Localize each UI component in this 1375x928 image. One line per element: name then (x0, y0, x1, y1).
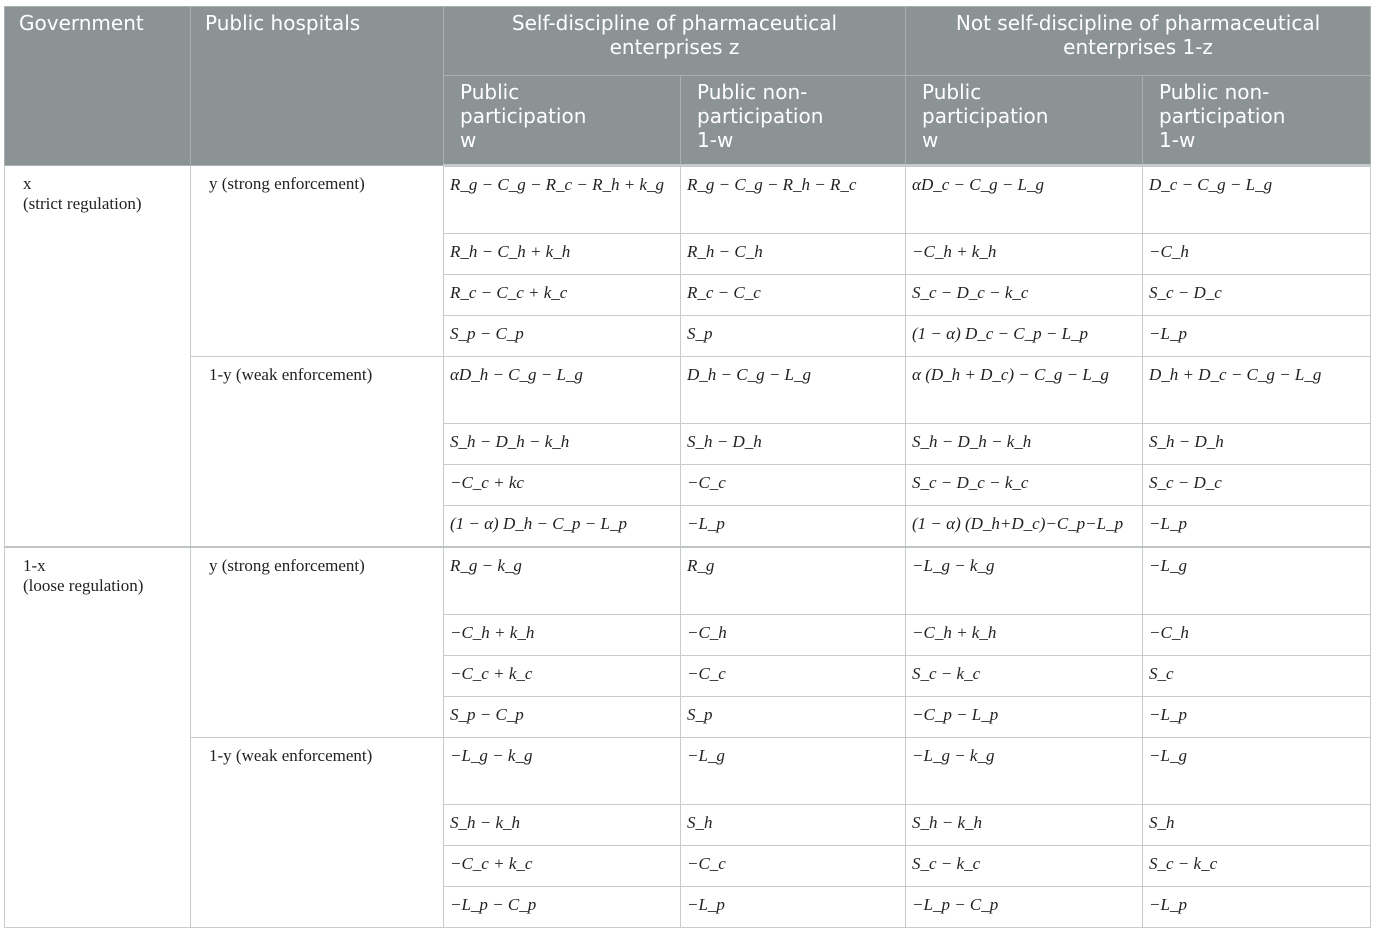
header-government: Government (5, 7, 191, 166)
payoff-cell: −L_g (1143, 738, 1371, 805)
payoff-cell: −L_p (681, 506, 906, 548)
payoff-cell: −C_h (1143, 615, 1371, 656)
hospital-strategy-label: y (strong enforcement) (191, 166, 444, 357)
payoff-cell: −C_p − L_p (906, 697, 1143, 738)
payoff-cell: −L_g (1143, 547, 1371, 615)
payoff-cell: −C_c (681, 656, 906, 697)
payoff-cell: −C_h + k_h (906, 234, 1143, 275)
payoff-cell: −L_p − C_p (906, 887, 1143, 928)
payoff-cell: R_g − C_g − R_h − R_c (681, 166, 906, 234)
table-row (5, 166, 1371, 234)
payoff-cell: −L_p (1143, 316, 1371, 357)
payoff-cell: S_c (1143, 656, 1371, 697)
payoff-matrix-table (4, 6, 1371, 928)
subheader-line: 1-w (1159, 128, 1196, 152)
payoff-cell: α (D_h + D_c) − C_g − L_g (906, 357, 1143, 424)
payoff-cell: −L_p (1143, 697, 1371, 738)
payoff-cell: S_p − C_p (444, 697, 681, 738)
subheader-public-participation (444, 76, 681, 166)
payoff-cell: S_p (681, 697, 906, 738)
hospital-strategy-label: y (strong enforcement) (191, 547, 444, 738)
subheader-line: participation (460, 104, 587, 128)
table-row (5, 547, 1371, 615)
subheader-line: Public non- (697, 80, 808, 104)
payoff-cell: S_c − D_c (1143, 465, 1371, 506)
payoff-cell: −L_g − k_g (444, 738, 681, 805)
payoff-cell: −L_p (1143, 887, 1371, 928)
payoff-cell: S_h (681, 805, 906, 846)
payoff-cell: S_h − D_h (1143, 424, 1371, 465)
payoff-cell: −C_h (681, 615, 906, 656)
payoff-cell: −C_h + k_h (906, 615, 1143, 656)
payoff-cell: −L_p (1143, 506, 1371, 548)
payoff-cell: R_g − k_g (444, 547, 681, 615)
payoff-cell: −C_c (681, 465, 906, 506)
subheader-line: Public non- (1159, 80, 1270, 104)
payoff-cell: R_g − C_g − R_c − R_h + k_g (444, 166, 681, 234)
table-row (5, 357, 1371, 424)
header-public-hospitals: Public hospitals (191, 7, 444, 166)
subheader-public-non-participation (1143, 76, 1371, 166)
government-label-line: (strict regulation) (23, 194, 142, 213)
payoff-cell: S_c − k_c (906, 846, 1143, 887)
payoff-cell: −L_g (681, 738, 906, 805)
header-not-self-discipline: Not self-discipline of pharmaceutical enterprises 1-z (906, 7, 1371, 76)
payoff-cell: −L_p − C_p (444, 887, 681, 928)
payoff-cell: S_h − D_h − k_h (444, 424, 681, 465)
payoff-cell: R_g (681, 547, 906, 615)
payoff-cell: R_h − C_h (681, 234, 906, 275)
payoff-cell: αD_h − C_g − L_g (444, 357, 681, 424)
government-strategy-label (5, 547, 191, 928)
subheader-line: 1-w (697, 128, 734, 152)
subheader-line: participation (697, 104, 824, 128)
government-label-line: x (23, 174, 32, 193)
table-row (5, 738, 1371, 805)
payoff-cell: S_h − k_h (906, 805, 1143, 846)
payoff-cell: −C_c + kc (444, 465, 681, 506)
payoff-cell: S_c − k_c (1143, 846, 1371, 887)
payoff-cell: −L_p (681, 887, 906, 928)
payoff-cell: D_c − C_g − L_g (1143, 166, 1371, 234)
payoff-cell: −C_c (681, 846, 906, 887)
payoff-cell: S_c − D_c (1143, 275, 1371, 316)
payoff-cell: S_c − k_c (906, 656, 1143, 697)
payoff-cell: −C_c + k_c (444, 656, 681, 697)
payoff-cell: −L_g − k_g (906, 547, 1143, 615)
header-self-discipline: Self-discipline of pharmaceutical enterprises z (444, 7, 906, 76)
subheader-line: participation (1159, 104, 1286, 128)
subheader-line: Public (460, 80, 520, 104)
subheader-line: w (460, 128, 477, 152)
payoff-cell: S_c − D_c − k_c (906, 275, 1143, 316)
payoff-cell: −C_h (1143, 234, 1371, 275)
government-strategy-label (5, 166, 191, 548)
subheader-line: participation (922, 104, 1049, 128)
payoff-cell: −C_h + k_h (444, 615, 681, 656)
payoff-cell: S_p − C_p (444, 316, 681, 357)
payoff-cell: S_h − D_h (681, 424, 906, 465)
payoff-cell: R_h − C_h + k_h (444, 234, 681, 275)
payoff-cell: R_c − C_c (681, 275, 906, 316)
payoff-cell: αD_c − C_g − L_g (906, 166, 1143, 234)
payoff-cell: (1 − α) (D_h+D_c)−C_p−L_p (906, 506, 1143, 548)
payoff-cell: S_h − D_h − k_h (906, 424, 1143, 465)
subheader-public-participation (906, 76, 1143, 166)
hospital-strategy-label: 1-y (weak enforcement) (191, 357, 444, 548)
payoff-cell: (1 − α) D_c − C_p − L_p (906, 316, 1143, 357)
payoff-cell: −C_c + k_c (444, 846, 681, 887)
payoff-cell: S_c − D_c − k_c (906, 465, 1143, 506)
payoff-cell: D_h − C_g − L_g (681, 357, 906, 424)
payoff-cell: S_h − k_h (444, 805, 681, 846)
government-label-line: 1-x (23, 556, 46, 575)
payoff-cell: −L_g − k_g (906, 738, 1143, 805)
government-label-line: (loose regulation) (23, 576, 144, 595)
payoff-cell: S_p (681, 316, 906, 357)
payoff-cell: (1 − α) D_h − C_p − L_p (444, 506, 681, 548)
payoff-cell: S_h (1143, 805, 1371, 846)
subheader-line: Public (922, 80, 982, 104)
hospital-strategy-label: 1-y (weak enforcement) (191, 738, 444, 928)
payoff-cell: R_c − C_c + k_c (444, 275, 681, 316)
subheader-line: w (922, 128, 939, 152)
subheader-public-non-participation (681, 76, 906, 166)
payoff-cell: D_h + D_c − C_g − L_g (1143, 357, 1371, 424)
